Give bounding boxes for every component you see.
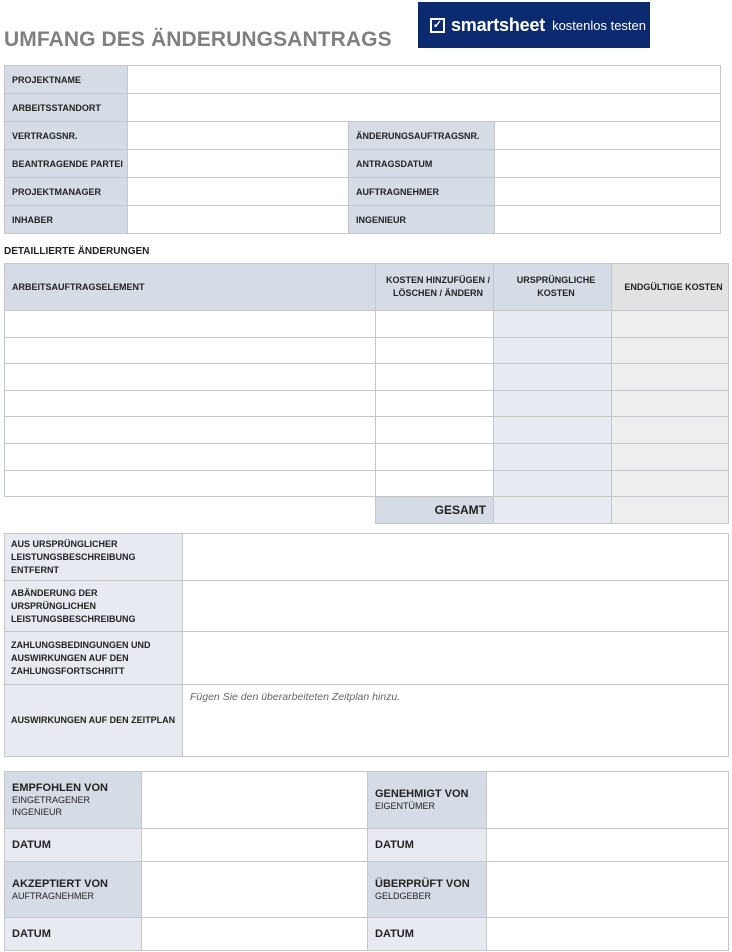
vertragsnr-field[interactable] <box>128 122 349 150</box>
reviewed-by-sub: GELDGEBER <box>375 890 432 901</box>
inhaber-field[interactable] <box>128 206 349 234</box>
work-item-cell[interactable] <box>5 364 376 391</box>
accepted-by-title: AKZEPTIERT VON <box>12 877 108 890</box>
final-cost-cell[interactable] <box>612 417 729 444</box>
add-cost-cell[interactable] <box>376 337 494 364</box>
label-payment-terms <box>5 632 183 685</box>
label-modified-scope <box>5 581 183 632</box>
header-add-cost-line1: KOSTEN HINZUFÜGEN / <box>385 275 490 285</box>
accepted-by-sub: AUFTRAGNEHMER <box>12 890 95 901</box>
header-original-cost-line1: URSPRÜNGLICHE <box>516 275 596 285</box>
logo-cta-text: kostenlos testen <box>552 17 647 33</box>
label-payment-line1: ZAHLUNGSBEDINGUNGEN UND <box>11 639 151 650</box>
work-item-cell[interactable] <box>5 311 376 338</box>
label-removed-scope <box>5 534 183 581</box>
table-row <box>5 470 729 497</box>
original-cost-cell[interactable] <box>494 311 612 338</box>
label-antragsdatum: ANTRAGSDATUM <box>349 150 495 178</box>
total-original-cost-cell[interactable] <box>494 497 612 524</box>
add-cost-cell[interactable] <box>376 443 494 470</box>
recommended-date-field[interactable] <box>142 829 368 862</box>
original-cost-cell[interactable] <box>494 337 612 364</box>
label-projektname: PROJEKTNAME <box>5 66 128 94</box>
changes-table <box>4 263 729 524</box>
total-label: GESAMT <box>376 497 494 524</box>
header-add-cost-line2: LÖSCHEN / ÄNDERN <box>392 288 483 298</box>
beantragende-partei-field[interactable] <box>128 150 349 178</box>
accepted-by-signature-field[interactable] <box>142 862 368 918</box>
ingenieur-field[interactable] <box>495 206 721 234</box>
label-accepted-by <box>5 862 142 918</box>
table-row <box>5 311 729 338</box>
logo-brand-text: smartsheet <box>451 14 546 35</box>
approved-date-field[interactable] <box>487 829 729 862</box>
add-cost-cell[interactable] <box>376 470 494 497</box>
signature-table <box>4 771 729 951</box>
reviewed-date-field[interactable] <box>487 918 729 951</box>
final-cost-cell[interactable] <box>612 390 729 417</box>
label-reviewed-by <box>368 862 487 918</box>
final-cost-cell[interactable] <box>612 311 729 338</box>
reviewed-by-title: ÜBERPRÜFT VON <box>375 877 470 890</box>
aenderungsauftragsnr-field[interactable] <box>495 122 721 150</box>
label-payment-line3: ZAHLUNGSFORTSCHRITT <box>11 665 125 676</box>
add-cost-cell[interactable] <box>376 311 494 338</box>
final-cost-cell[interactable] <box>612 337 729 364</box>
label-ingenieur: INGENIEUR <box>349 206 495 234</box>
projektname-field[interactable] <box>128 66 721 94</box>
label-recommended-by <box>5 772 142 829</box>
label-beantragende-partei: BEANTRAGENDE PARTEI <box>5 150 128 178</box>
label-modified-line3: LEISTUNGSBESCHREIBUNG <box>11 613 136 624</box>
recommended-by-title: EMPFOHLEN VON <box>12 782 108 794</box>
table-row <box>5 390 729 417</box>
original-cost-cell[interactable] <box>494 417 612 444</box>
table-row <box>5 364 729 391</box>
smartsheet-logo-button[interactable] <box>418 2 650 48</box>
recommended-by-sub2: INGENIEUR <box>12 807 63 817</box>
original-cost-cell[interactable] <box>494 470 612 497</box>
add-cost-cell[interactable] <box>376 390 494 417</box>
label-arbeitsstandort: ARBEITSSTANDORT <box>5 94 128 122</box>
final-cost-cell[interactable] <box>612 364 729 391</box>
antragsdatum-field[interactable] <box>495 150 721 178</box>
label-schedule-impact: AUSWIRKUNGEN AUF DEN ZEITPLAN <box>5 685 183 757</box>
page-title: UMFANG DES ÄNDERUNGSANTRAGS <box>4 28 392 51</box>
approved-by-title: GENEHMIGT VON <box>375 788 469 800</box>
total-final-cost-cell[interactable] <box>612 497 729 524</box>
work-item-cell[interactable] <box>5 443 376 470</box>
work-item-cell[interactable] <box>5 390 376 417</box>
label-auftragnehmer: AUFTRAGNEHMER <box>349 178 495 206</box>
recommended-by-signature-field[interactable] <box>142 772 368 829</box>
header-original-cost-line2: KOSTEN <box>537 288 575 298</box>
add-cost-cell[interactable] <box>376 364 494 391</box>
section-title-changes: DETAILLIERTE ÄNDERUNGEN <box>4 246 150 257</box>
recommended-by-sub1: EINGETRAGENER <box>12 795 91 805</box>
label-date: DATUM <box>368 829 487 862</box>
label-date: DATUM <box>368 918 487 951</box>
label-payment-line2: AUSWIRKUNGEN AUF DEN <box>11 652 129 663</box>
label-date: DATUM <box>5 829 142 862</box>
arbeitsstandort-field[interactable] <box>128 94 721 122</box>
schedule-impact-field[interactable]: Fügen Sie den überarbeiteten Zeitplan hinzu. <box>183 685 729 757</box>
header-add-cost <box>376 264 494 311</box>
add-cost-cell[interactable] <box>376 417 494 444</box>
label-date: DATUM <box>5 918 142 951</box>
label-aenderungsauftragsnr: ÄNDERUNGSAUFTRAGSNR. <box>349 122 495 150</box>
header-original-cost <box>494 264 612 311</box>
auftragnehmer-field[interactable] <box>495 178 721 206</box>
label-removed-line1: AUS URSPRÜNGLICHER <box>11 538 118 549</box>
original-cost-cell[interactable] <box>494 443 612 470</box>
payment-terms-field[interactable] <box>183 632 729 685</box>
label-removed-line2: LEISTUNGSBESCHREIBUNG ENTFERNT <box>11 551 136 575</box>
label-approved-by <box>368 772 487 829</box>
original-cost-cell[interactable] <box>494 390 612 417</box>
label-modified-line2: URSPRÜNGLICHEN <box>11 600 97 611</box>
label-modified-line1: ABÄNDERUNG DER <box>11 587 98 598</box>
label-inhaber: INHABER <box>5 206 128 234</box>
accepted-date-field[interactable] <box>142 918 368 951</box>
scope-table <box>4 533 729 757</box>
final-cost-cell[interactable] <box>612 443 729 470</box>
approved-by-sub: EIGENTÜMER <box>375 801 436 811</box>
table-row <box>5 337 729 364</box>
project-info-table <box>4 65 721 234</box>
approved-by-signature-field[interactable] <box>487 772 729 829</box>
modified-scope-field[interactable] <box>183 581 729 632</box>
removed-scope-field[interactable] <box>183 534 729 581</box>
work-item-cell[interactable] <box>5 337 376 364</box>
reviewed-by-signature-field[interactable] <box>487 862 729 918</box>
original-cost-cell[interactable] <box>494 364 612 391</box>
label-vertragsnr: VERTRAGSNR. <box>5 122 128 150</box>
table-row <box>5 443 729 470</box>
work-item-cell[interactable] <box>5 470 376 497</box>
total-spacer <box>5 497 376 524</box>
header-final-cost: ENDGÜLTIGE KOSTEN <box>612 264 729 311</box>
final-cost-cell[interactable] <box>612 470 729 497</box>
projektmanager-field[interactable] <box>128 178 349 206</box>
table-row <box>5 417 729 444</box>
work-item-cell[interactable] <box>5 417 376 444</box>
smartsheet-check-icon: ✓ <box>430 18 445 33</box>
label-projektmanager: PROJEKTMANAGER <box>5 178 128 206</box>
header-work-item: ARBEITSAUFTRAGSELEMENT <box>5 264 376 311</box>
